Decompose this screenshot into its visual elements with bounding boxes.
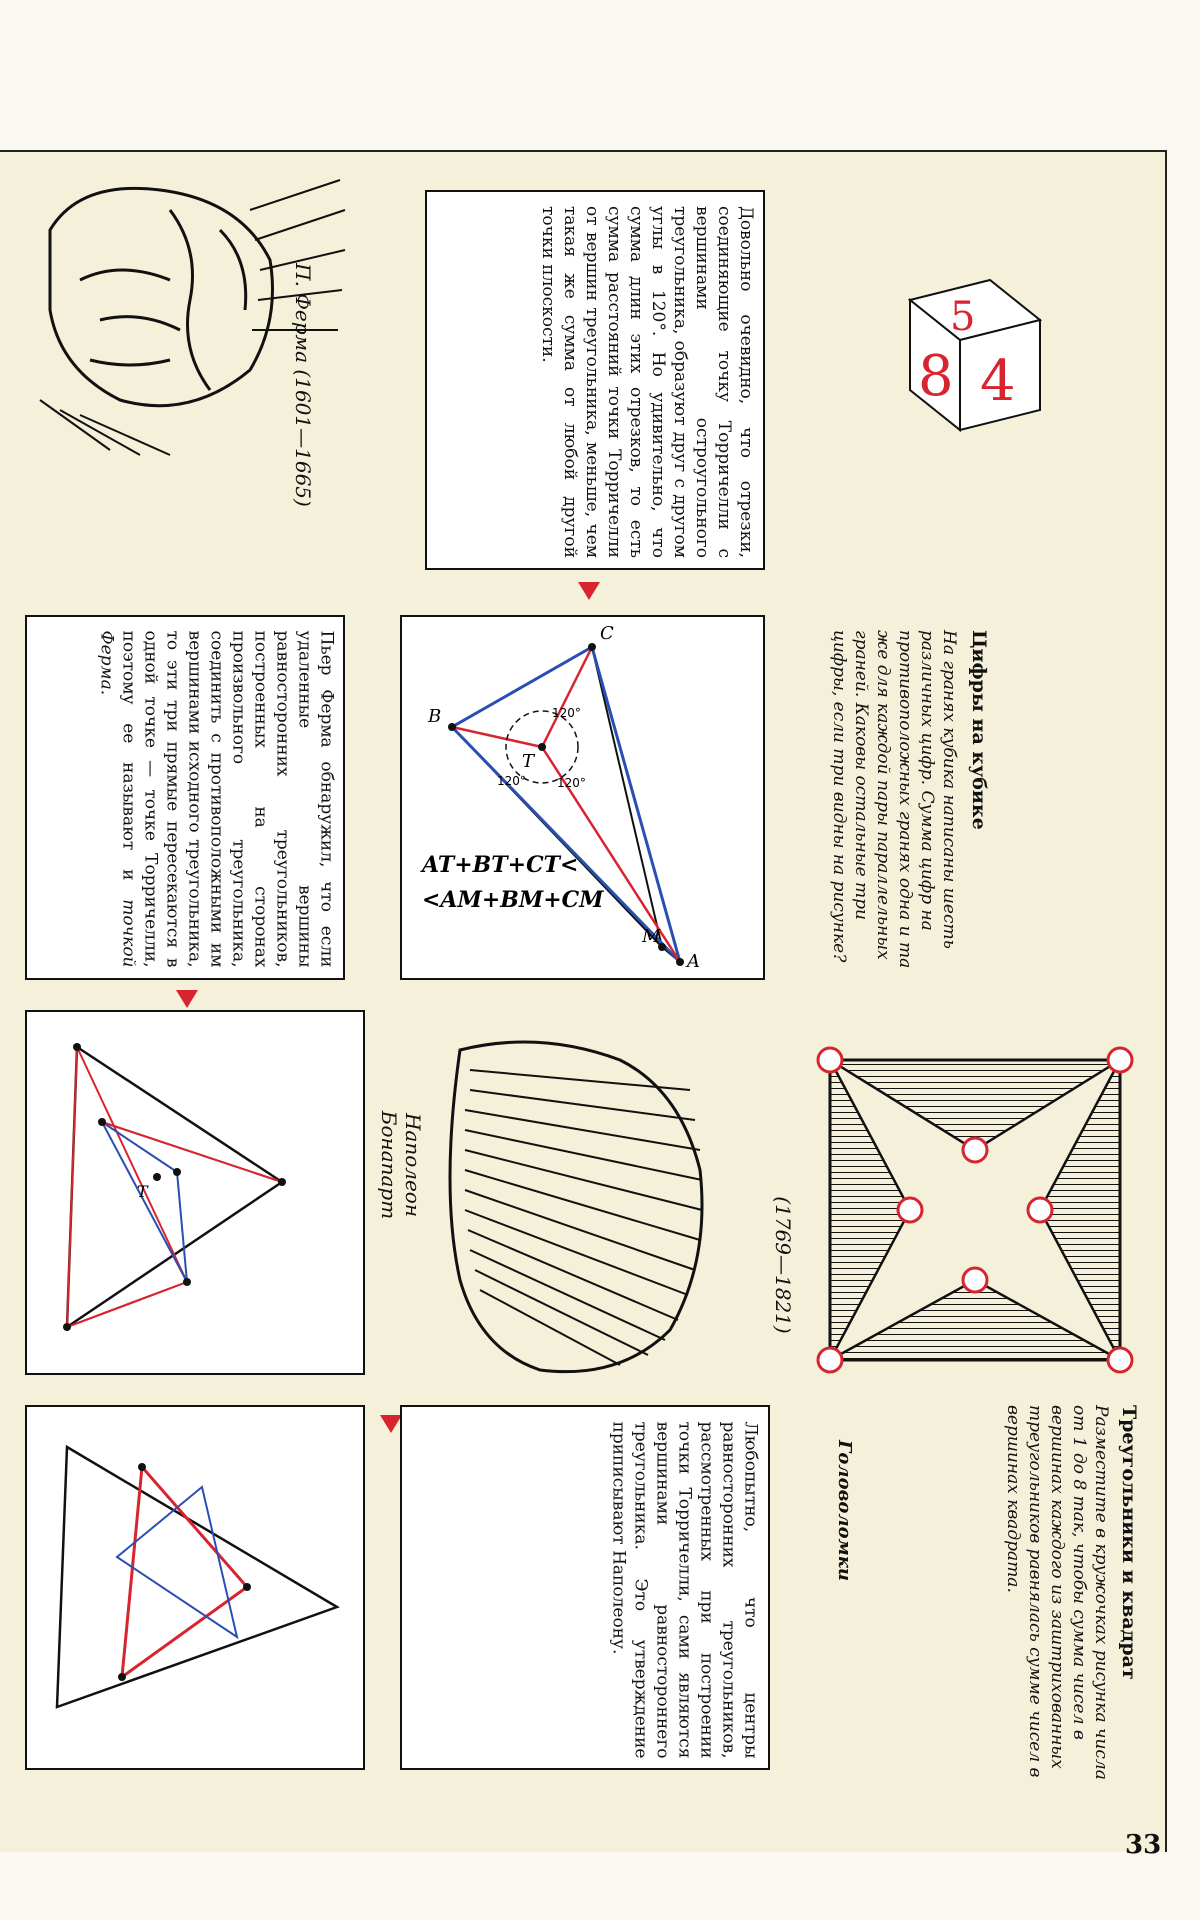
triangle-abc (452, 647, 680, 962)
label-t: T (522, 751, 535, 772)
star-diagram (27, 1012, 363, 1373)
torricelli-diagram-box (400, 615, 765, 980)
label-c: C (600, 623, 614, 644)
square-puzzle-diagram (810, 1040, 1140, 1380)
square-title: Треугольники и квадрат (1118, 1405, 1140, 1680)
napoleon-triangle-box (25, 1405, 365, 1770)
fermat-text-emphasis: точкой Ферма. (96, 630, 139, 968)
arrow-fermat (176, 990, 198, 1008)
circle-1 (818, 1048, 842, 1072)
torricelli-text: Довольно очевидно, что отрезки, соединяющие точку Торричелли с вершинами остроугольного треугольника, образуют друг с другом углы в 120°. Но удивительно, что сумма длин этих отрезков, то есть сумма расстояний точки Торричелли от вершин треугольника, меньше, чем такая же сумма от любой другой точки плоскости. (538, 206, 756, 558)
square-puzzle (930, 1405, 1140, 1805)
point-a (676, 958, 684, 966)
point-b (448, 723, 456, 731)
napoleon-box (400, 1405, 770, 1770)
cube-digit-right: 4 (980, 349, 1016, 414)
star-diagram-box (25, 1010, 365, 1375)
red-star-1 (67, 1047, 187, 1327)
formula-line2: <AM+BM+CM (422, 887, 604, 913)
circle-2 (1108, 1048, 1132, 1072)
arrow-star (380, 1415, 402, 1433)
puzzles-section-title: Головоломки (834, 1440, 855, 1582)
napoleon-triangle-diagram (27, 1407, 363, 1768)
label-m: M (642, 926, 661, 947)
formula-line1: AT+BT+CT< (422, 852, 579, 878)
fermat-box (25, 615, 345, 980)
angle-label-2: 120° (552, 706, 581, 720)
circle-5 (963, 1138, 987, 1162)
cube-digit-left: 8 (918, 344, 954, 409)
page-number: 33 (1125, 1830, 1162, 1860)
circle-7 (963, 1268, 987, 1292)
cube-text: На гранях кубика написаны шесть различных цифр. Сумма цифр на противоположных гранях одна и та же для каждой пары параллельных граней. Каковы остальные три цифры, если три видны на рисунке? (829, 630, 959, 969)
seg-bt (452, 727, 542, 747)
arrow-torricelli (578, 582, 600, 600)
fermat-text (28, 617, 348, 982)
napoleon-portrait (420, 1030, 720, 1390)
torricelli-box (425, 190, 765, 570)
torricelli-diagram (402, 617, 763, 978)
fermat-text-main: Пьер Ферма обнаружил, что если удаленные вершины равносторонних треугольников, построенных на сторонах произвольного треугольника, соединить с противоположными им вершинами исходного треугольника, то эти три прямые пересекаются в одной точке — точке Торричелли, поэтому ее называют и (118, 630, 337, 968)
outer-triangle (67, 1047, 282, 1327)
label-t-star: T (137, 1182, 148, 1201)
circle-3 (1108, 1348, 1132, 1372)
caption-fermat: П. Ферма (1601—1665) (291, 263, 315, 507)
cube-illustration (880, 270, 1060, 450)
cube-title: Цифры на кубике (968, 630, 990, 830)
point-c (588, 643, 596, 651)
point-t-star (153, 1173, 161, 1181)
angle-label-3: 120° (557, 776, 586, 790)
napoleon-text: Любопытно, что центры равносторонних треугольников, рассмотренных при построении точки Торричелли, сами являются вершинами равностороннего треугольника. Это утверждение приписывают Наполеону. (608, 1421, 761, 1759)
point-t (538, 743, 546, 751)
circle-8 (898, 1198, 922, 1222)
angle-label-1: 120° (497, 774, 526, 788)
circle-6 (1028, 1198, 1052, 1222)
label-b: B (428, 706, 442, 727)
circle-4 (818, 1348, 842, 1372)
cube-puzzle (750, 630, 990, 990)
cube-digit-top: 5 (950, 294, 976, 340)
blue-triangle-nap (117, 1487, 237, 1637)
caption-napoleon-years: (1769—1821) (771, 1196, 795, 1334)
square-text: Разместите в кружочках рисунка числа от 1 до 8 так, чтобы сумма чисел в вершинах каждого из заштрихованных треугольников равнялась сумме чисел в вершинах квадрата. (1003, 1405, 1111, 1780)
caption-napoleon-name: Наполеон Бонапарт (377, 1110, 425, 1220)
label-a: A (687, 951, 700, 972)
